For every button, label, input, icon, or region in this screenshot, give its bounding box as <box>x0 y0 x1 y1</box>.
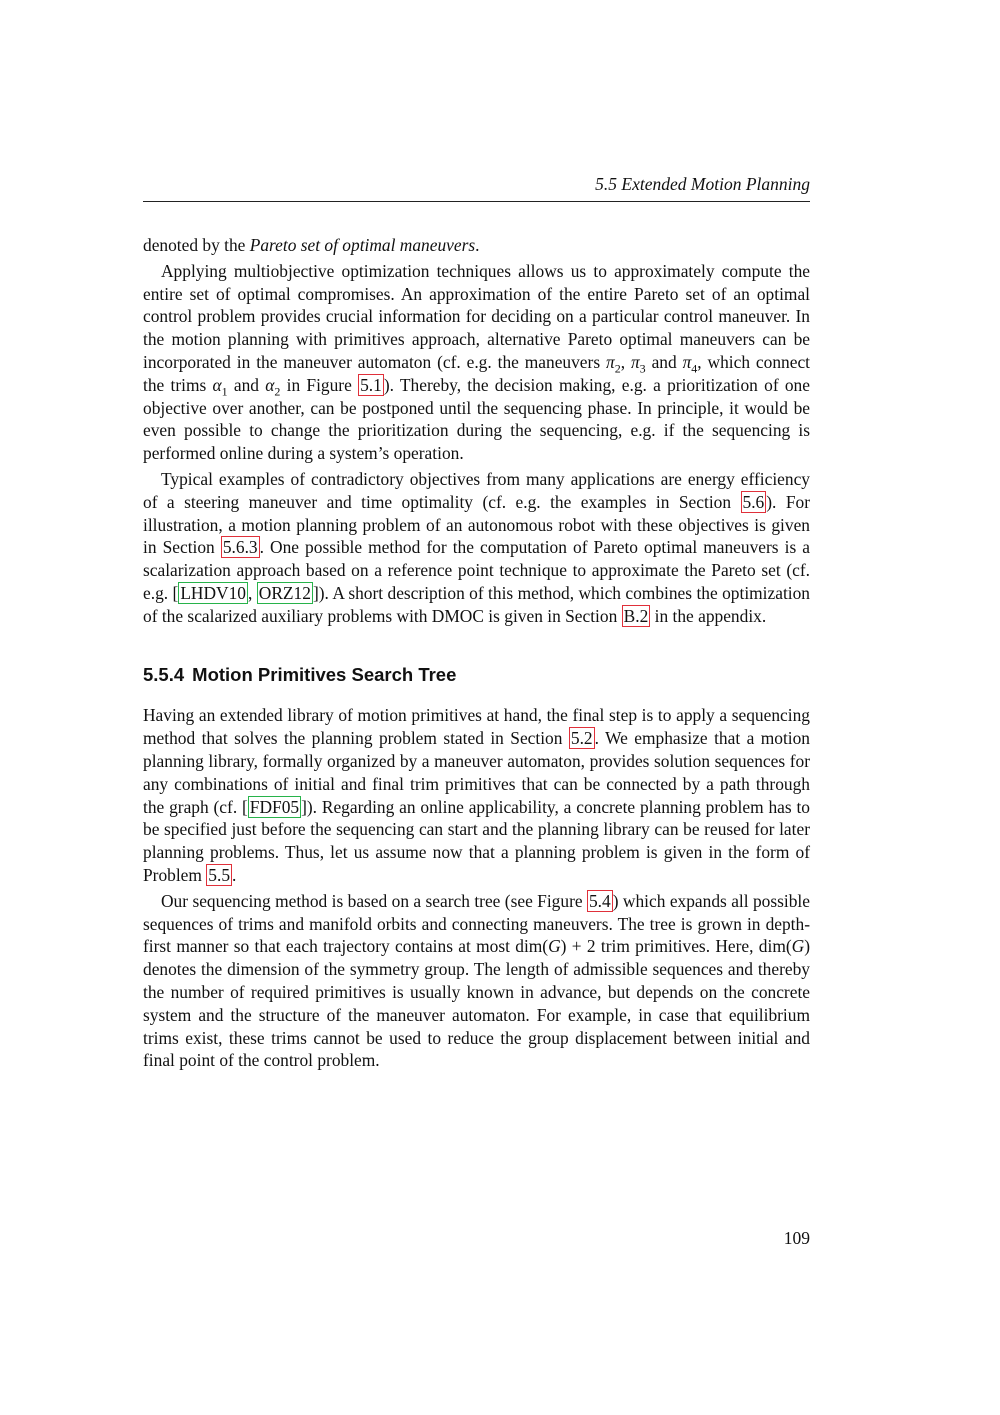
math-pi4: π <box>682 351 692 372</box>
citation-link[interactable]: LHDV10 <box>180 582 247 603</box>
math-alpha1: α <box>212 374 222 395</box>
emphasis-term: Pareto set of optimal maneuvers <box>249 235 476 255</box>
running-header <box>143 174 810 202</box>
math-pi2: π <box>605 351 615 372</box>
math-G: G <box>548 936 561 957</box>
math-pi3: π <box>630 351 640 372</box>
paragraph-search-tree: Our sequencing method is based on a search tree (see Figure 5.4 ) which expands all possible sequences of trims and manifold orbits and connecting maneuvers. The tree is grown in depth-first manner so that each trajectory contains at most dim(G) + 2 trim primitives. Here, dim(G) denotes the dimension of the symmetry group. The length of admissible sequences and thereby the number of required primitives is usually known in advance, but depends on the concrete system and the structure of the maneuver automaton. For example, in case that equilibrium trims exist, these trims cannot be used to reduce the group displacement between initial and final point of the control problem. <box>143 890 810 1071</box>
citation-link[interactable]: FDF05 <box>249 796 300 817</box>
body-text <box>143 234 810 1075</box>
section-title: Motion Primitives Search Tree <box>192 663 457 685</box>
running-title: 5.5 Extended Motion Planning <box>595 174 810 194</box>
page-number: 109 <box>783 1228 810 1248</box>
math-G: G <box>791 936 805 957</box>
figure-ref-link[interactable]: 5.1 <box>360 374 382 395</box>
section-ref-link[interactable]: 5.6 <box>742 491 765 512</box>
paragraph-library: Having an extended library of motion primitives at hand, the final step is to apply a sequencing method that solves the planning problem stated in Section 5.2 . We emphasize that a motion planning library, formally organized by a maneuver automaton, provides solution sequences for any combinations of initial and final trim primitives that can be connected by a path through the graph (cf. [ FDF05 ]). Regarding an online applicability, a concrete planning problem has to be specified just before the sequencing can start and the planning library can be reused for later planning problems. Thus, let us assume now that a planning problem is given in the form of Problem 5.5 . <box>143 705 810 885</box>
section-ref-link[interactable]: B.2 <box>623 605 649 626</box>
section-heading <box>143 664 810 687</box>
citation-link[interactable]: ORZ12 <box>258 582 311 603</box>
paragraph-objectives: Typical examples of contradictory objectives from many applications are energy efficiency of a steering maneuver and time optimality (cf. e.g. the examples in Section 5.6 ). For illustration, a motion planning problem of an autonomous robot with these objectives is given in Section 5.6.3 . One possible method for the computation of Pareto optimal maneuvers is a scalarization approach based on a reference point technique to approximate the Pareto set (cf. e.g. [ LHDV10 , ORZ12 ]). A short description of this method, which combines the optimization of the scalarized auxiliary problems with DMOC is given in Section B.2 in the appendix. <box>143 468 811 626</box>
section-ref-link[interactable]: 5.6.3 <box>222 537 258 558</box>
paragraph-continuation: denoted by the Pareto set of optimal maneuvers. <box>143 235 480 255</box>
figure-ref-link[interactable]: 5.4 <box>588 890 611 911</box>
math-alpha2: α <box>265 374 275 395</box>
paragraph-pareto: Applying multiobjective optimization techniques allows us to approximately compute the entire set of optimal compromises. An approximation of the entire Pareto set of an optimal control problem provides crucial information for deciding on a particular control maneuver. In the motion planning with primitives approach, alternative Pareto optimal maneuvers can be incorporated in the maneuver automaton (cf. e.g. the maneuvers $\pi_2$, $\pi_3$ and $\pi_4$, which connect the trims $\alpha_1$ and $\alpha_2$ in Figure 5.1 ). Thereby, the decision making, e.g. a prioritization of one objective over another, can be postponed until the sequencing phase. In principle, it would be even possible to change the prioritization during the sequencing, e.g. if the sequencing is performed online during a system’s operation. <box>143 260 811 464</box>
section-ref-link[interactable]: 5.2 <box>570 728 593 749</box>
problem-ref-link[interactable]: 5.5 <box>208 864 231 885</box>
section-number: 5.5.4 <box>143 663 185 685</box>
